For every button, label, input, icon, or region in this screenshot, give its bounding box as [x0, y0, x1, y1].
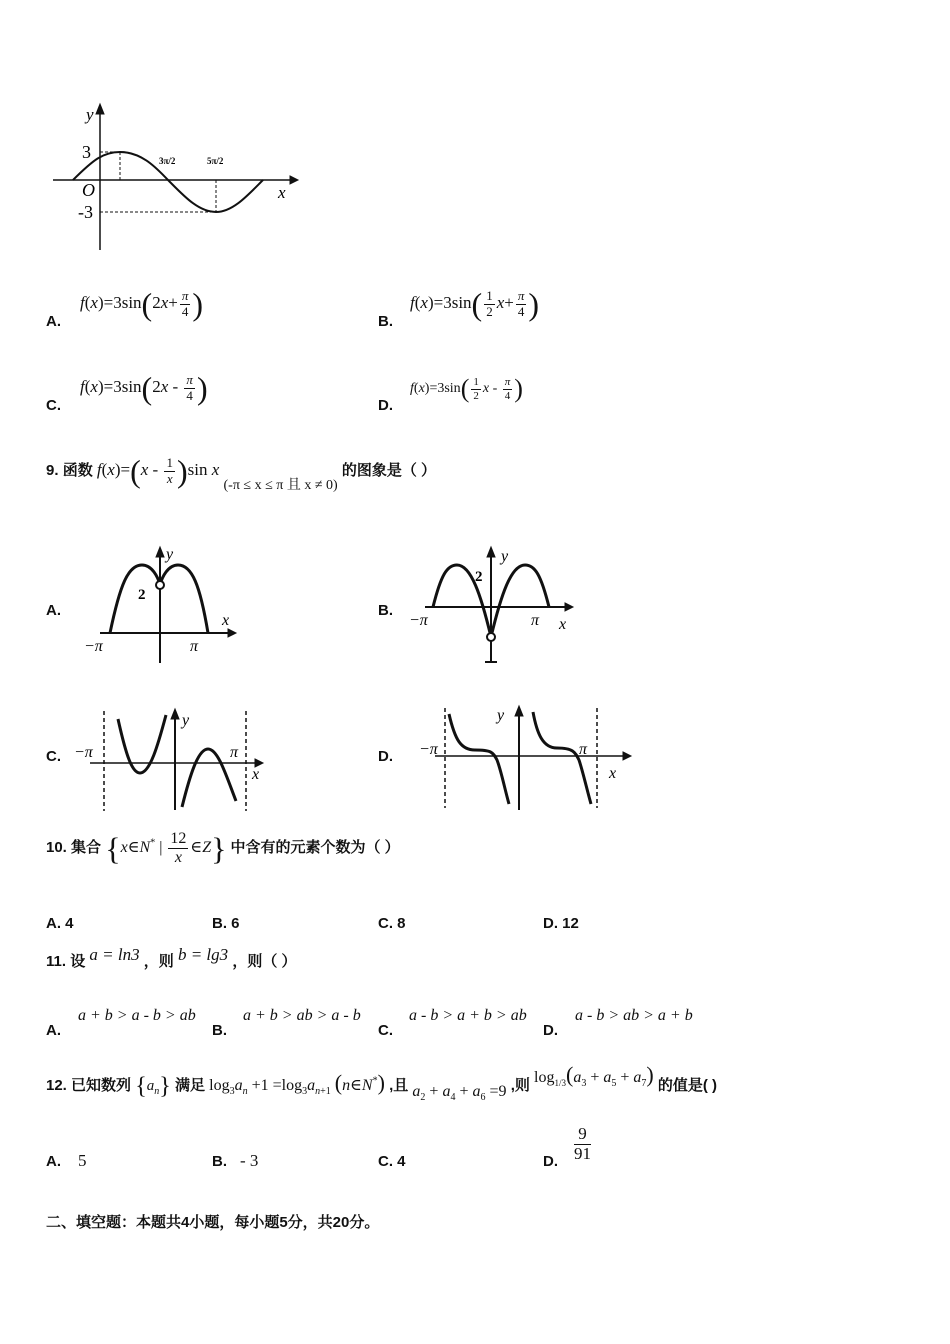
q9c-curve-right [182, 749, 236, 807]
q8-graph [48, 100, 308, 260]
q12-stem [46, 1062, 718, 1104]
q11-stem [46, 945, 297, 971]
q8-option-b-label: B. [378, 313, 393, 330]
q8-option-a-label: A. [46, 313, 61, 330]
q11-option-d-label: D. [543, 1022, 558, 1039]
q9b-right: π [531, 612, 540, 629]
q9c-left: −π [74, 744, 93, 761]
q10-prefix: 集合 [71, 838, 102, 856]
q8-option-d-label: D. [378, 397, 393, 414]
q12-number: 12. [46, 1077, 67, 1094]
q11-option-c-expr: a - b > a + b > ab [409, 1007, 527, 1024]
q8-option-c-expr: f(x)=3sin(2x - $\frac{\pi}{4}$ ) [80, 370, 208, 406]
q12-text1: 已知数列 [71, 1077, 132, 1094]
q11-option-a-label: A. [46, 1022, 61, 1039]
q9d-x: x [609, 765, 617, 782]
q9-option-b-graph [405, 545, 585, 670]
q9-suffix: 的图象是（ ） [341, 461, 437, 479]
q9-prefix: 函数 [62, 461, 93, 479]
q9b-x: x [559, 616, 567, 633]
q12-text4: ,则 [510, 1077, 530, 1094]
q11-number: 11. [46, 953, 67, 970]
q12-option-d-value: $\frac{9}{91}$ [574, 1124, 591, 1163]
q11-text1: 设 [70, 953, 86, 970]
q9-number: 9. [46, 461, 59, 479]
q10-number: 10. [46, 838, 67, 856]
q9a-mark: 2 [138, 587, 146, 603]
q9-option-d-graph [405, 700, 635, 815]
q9-option-c-label: C. [46, 748, 61, 765]
q11-b-def: b = lg3 [177, 945, 229, 964]
q9-stem [46, 453, 437, 493]
q9-option-a-label: A. [46, 602, 61, 619]
q10-option-c: C. 8 [378, 915, 406, 932]
q8-option-d-expr: f(x)=3sin( $\frac{1}{2}$ x - $\frac{\pi}{4}$ ) [410, 374, 523, 403]
q8-option-a-expr: f(x)=3sin(2x+ $\frac{\pi}{4}$ ) [80, 286, 204, 322]
q9-option-c-graph [70, 705, 270, 815]
q12-option-d-label: D. [543, 1153, 558, 1170]
q9a-x: x [222, 612, 230, 629]
q9c-curve-left [118, 715, 166, 773]
q10-option-b: B. 6 [212, 915, 240, 932]
q9-option-a-graph [80, 545, 250, 670]
q10-option-a: A. 4 [46, 915, 74, 932]
q8-option-c-label: C. [46, 397, 61, 414]
q11-option-b-label: B. [212, 1022, 227, 1039]
q8-y-max: 3 [82, 142, 91, 162]
q9d-curve-left [449, 714, 509, 804]
q11-option-a-expr: a + b > a - b > ab [78, 1007, 196, 1024]
q8-x-label: x [278, 183, 286, 202]
q12-option-a-label: A. [46, 1153, 61, 1170]
q12-sum-condition: $a_2 + a_4 + a_6 =9$ [412, 1083, 507, 1104]
q9d-left: −π [419, 741, 438, 758]
q8-y-min: -3 [78, 202, 93, 222]
q11-a-def: a = ln3 [89, 945, 140, 964]
q11-option-c-label: C. [378, 1022, 393, 1039]
q9-condition: (-π ≤ x ≤ π 且 x ≠ 0) [223, 477, 338, 493]
q11-option-d-expr: a - b > ab > a + b [575, 1007, 693, 1024]
q9d-curve-right [533, 712, 591, 804]
q9d-right: π [579, 741, 588, 758]
q9-option-d-label: D. [378, 748, 393, 765]
q10-set: {x∈N* | $\frac{12}{x}$ ∈Z} [105, 830, 227, 867]
q12-option-b-label: B. [212, 1153, 227, 1170]
section2-title: 二、填空题：本题共4小题，每小题5分，共20分。 [46, 1214, 380, 1231]
q12-target-expr: $\log_{1/3}(a_3 + a_5 + a_7)$ [534, 1062, 654, 1090]
q9c-y: y [182, 712, 190, 729]
q12-text5: 的值是( ) [657, 1077, 718, 1094]
q9c-x: x [252, 766, 260, 783]
q9d-y: y [497, 707, 505, 724]
q10-stem [46, 830, 400, 866]
q11-option-b-expr: a + b > ab > a - b [243, 1007, 361, 1024]
q12-text3: ,且 [389, 1077, 409, 1094]
q9a-right: π [190, 638, 199, 655]
q10-suffix: 中含有的元素个数为（ ） [230, 838, 400, 856]
q11-text3: ，则（ ） [232, 953, 297, 970]
q10-option-d: D. 12 [543, 915, 579, 932]
q9-option-b-label: B. [378, 602, 393, 619]
q12-sequence: $\{a_n\}$ [135, 1073, 171, 1100]
q9a-y: y [166, 546, 174, 563]
q9-function: f(x)=(x - $\frac{1}{x}$ )sin x [96, 453, 220, 489]
q9b-y: y [501, 548, 509, 565]
q8-tick1: 3π/2 [159, 156, 176, 166]
q8-origin: O [82, 180, 95, 200]
q12-option-a-value: 5 [78, 1151, 87, 1170]
q12-recurrence: $\log_3a_n +1 =\log_3a_{n+1}$ (n∈N*) [209, 1070, 385, 1098]
q9b-left: −π [409, 612, 428, 629]
q12-text2: 满足 [174, 1077, 205, 1094]
q9a-left: −π [84, 638, 103, 655]
q12-option-c: C. 4 [378, 1153, 406, 1170]
q8-y-label: y [86, 105, 94, 124]
q9b-mark: 2 [475, 569, 483, 585]
q8-option-b-expr: f(x)=3sin( $\frac{1}{2}$ x+ $\frac{\pi}{4}$ ) [410, 286, 540, 322]
q9c-right: π [230, 744, 239, 761]
q12-option-b-value: - 3 [240, 1151, 259, 1170]
q11-text2: ，则 [143, 953, 174, 970]
q8-tick2: 5π/2 [207, 156, 224, 166]
